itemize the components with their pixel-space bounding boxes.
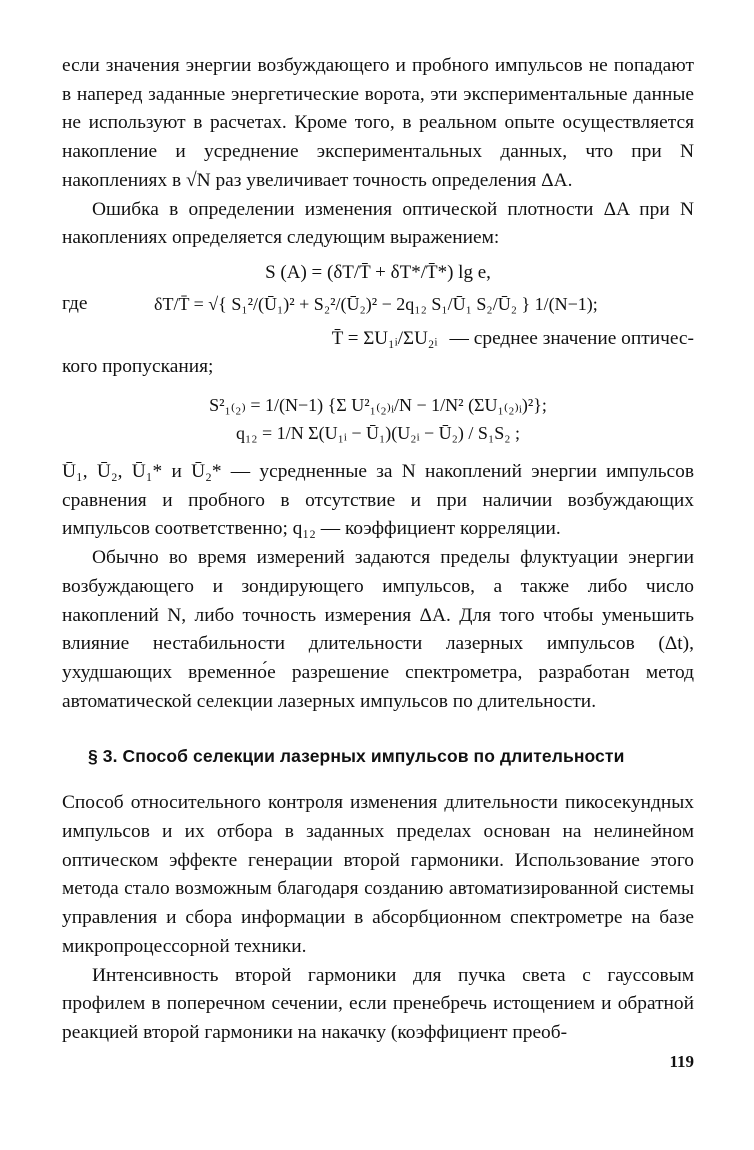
- equation-s-squared: S²₁₍₂₎ = 1/(N−1) {Σ U²₁₍₂₎ᵢ/N − 1/N² (ΣU₁₍₂₎ᵢ)²};: [209, 395, 547, 416]
- paragraph-6: Способ относительного контроля изменения длительности пикосекундных импульсов и их отбора в заданных пределах основан на нелинейном оптическом эффекте генерации второй гармоники. Использование этого метода стало возможным благодаря созданию автоматизированной системы управления и сбора информации в абсорбционном спектрометре на базе микропроцессорной техники.: [62, 792, 694, 957]
- equation-delta-t: δT/T̄ = √{ S₁²/(Ū₁)² + S₂²/(Ū₂)² − 2q₁₂ S₁/Ū₁ S₂/Ū₂ } 1/(N−1);: [154, 294, 598, 315]
- equation-s-a: S (A) = (δT/T̄ + δT*/T̄*) lg e,: [265, 261, 491, 283]
- paragraph-3: кого пропускания;: [62, 356, 214, 378]
- mean-transmission-text: — среднее значение оптичес-: [449, 327, 694, 349]
- paragraph-2: Ошибка в определении изменения оптической плотности ΔA при N накоплениях определяется следующим выражением:: [62, 198, 694, 249]
- paragraph-5: Обычно во время измерений задаются пределы флуктуации энергии возбуждающего и зондирующего импульсов, а также либо число накоплений N, либо точность измерения ΔA. Для того чтобы уменьшить влияние нестабильности длительности лазерных импульсов (Δt), ухудшающих временно́е разрешение спектрометра, разработан метод автоматической селекции лазерных импульсов по длительности.: [62, 547, 694, 712]
- equation-q12: q₁₂ = 1/N Σ(U₁ᵢ − Ū₁)(U₂ᵢ − Ū₂) / S₁S₂ ;: [235, 423, 521, 444]
- paragraph-4: Ū₁, Ū₂, Ū₁* и Ū₂* — усредненные за N накоплений энергии импульсов сравнения и пробного в отсутствие и при наличии возбуждающих импульсов соответственно; q₁₂ — коэффициент корреляции.: [62, 461, 694, 540]
- paragraph-1: если значения энергии возбуждающего и пробного импульсов не попадают в наперед заданные энергетические ворота, эти экспериментальные данные не используют в расчетах. Кроме того, в реальном опыте осуществляется накопление и усреднение экспериментальных данных, что при N накоплениях в √N раз увеличивает точность определения ΔA.: [62, 55, 694, 191]
- paragraph-7: Интенсивность второй гармоники для пучка света с гауссовым профилем в поперечном сечении, если пренебречь истощением и обратной реакцией второй гармоники на накачку (коэффициент преоб-: [62, 964, 694, 1043]
- equation-t-bar: T̄ = ΣU₁ᵢ/ΣU₂ᵢ: [331, 328, 438, 350]
- section-heading: § 3. Способ селекции лазерных импульсов по длительности: [88, 746, 625, 767]
- page-number: 119: [669, 1052, 694, 1071]
- where-label: где: [62, 292, 88, 314]
